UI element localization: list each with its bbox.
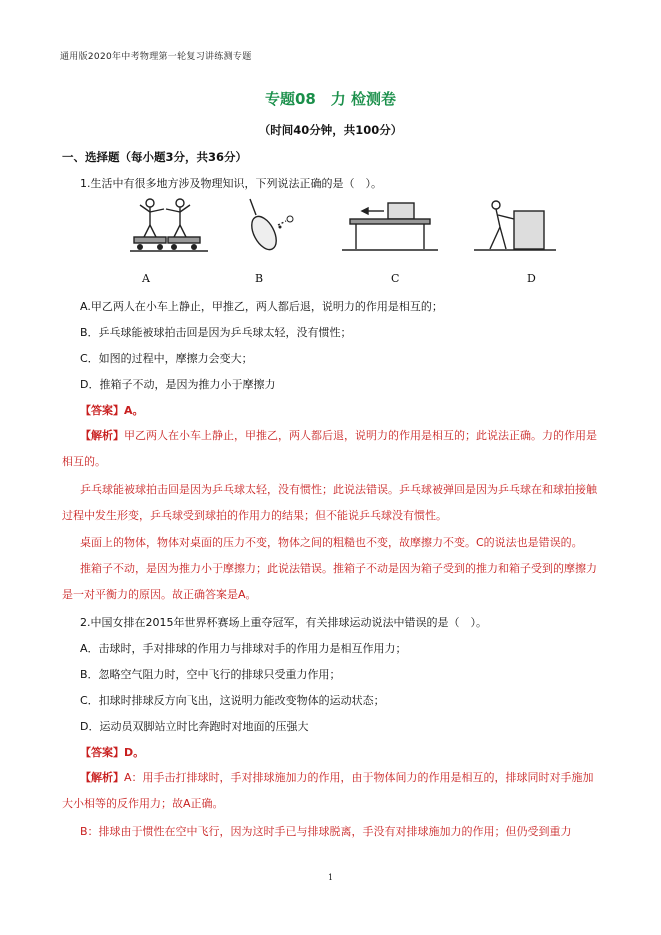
figure-label-d: D	[527, 272, 536, 285]
q2-analysis-text-1: A：用手击打排球时，手对排球施加力的作用，由于物体间力的作用是相互的，排球同时对手施加大小相等的反作用力；故A正确。	[62, 771, 594, 810]
q1-analysis-para-2: 乒乓球能被球拍击回是因为乒乓球太轻，没有惯性；此说法错误。乒乓球被弹回是因为乒乓球在和球拍接触过程中发生形变，乒乓球受到球拍的作用力的结果；但不能说乒乓球没有惯性。	[62, 483, 597, 522]
figure-label-a: A	[142, 272, 150, 285]
header-note: 通用版2020年中考物理第一轮复习讲练测专题	[60, 52, 252, 62]
q1-option-c: C．如图的过程中，摩擦力会变大；	[80, 352, 253, 365]
q2-analysis-label: 【解析】	[80, 771, 124, 784]
q2-analysis-para-2: B：排球由于惯性在空中飞行，因为这时手已与排球脱离，手没有对排球施加力的作用；但仍受到重力	[80, 825, 572, 838]
figure-b-table-tennis-paddle	[240, 195, 310, 257]
q2-answer: 【答案】D。	[80, 746, 145, 759]
figure-c-box-on-table	[340, 195, 440, 257]
q1-analysis-label: 【解析】	[80, 429, 124, 442]
figure-label-b: B	[255, 272, 264, 285]
page-number: 1	[327, 873, 334, 882]
q2-stem: 2.中国女排在2015年世界杯赛场上重夺冠军，有关排球运动说法中错误的是（ ）。	[80, 616, 487, 629]
q1-analysis-text-1: 甲乙两人在小车上静止，甲推乙，两人都后退，说明力的作用是相互的；此说法正确。力的作用是相互的。	[62, 429, 597, 468]
figure-a-people-on-carts	[130, 195, 210, 257]
q1-option-b: B．乒乓球能被球拍击回是因为乒乓球太轻，没有惯性；	[80, 326, 352, 339]
section-heading: 一、选择题（每小题3分，共36分）	[62, 150, 248, 164]
page-subtitle: （时间40分钟，共100分）	[258, 123, 403, 137]
figure-d-person-pushing-box	[470, 195, 560, 257]
q1-stem: 1.生活中有很多地方涉及物理知识，下列说法正确的是（ ）。	[80, 177, 382, 190]
q2-option-d: D．运动员双脚站立时比奔跑时对地面的压强大	[80, 720, 309, 733]
q1-option-d: D．推箱子不动，是因为推力小于摩擦力	[80, 378, 276, 391]
figure-label-c: C	[391, 272, 400, 285]
q1-figures	[110, 195, 580, 265]
q2-analysis-para-1	[62, 765, 602, 817]
q1-analysis-para-1	[62, 423, 602, 475]
page-title: 专题08 力 检测卷	[264, 90, 397, 108]
q2-option-c: C．扣球时排球反方向飞出，这说明力能改变物体的运动状态；	[80, 694, 385, 707]
q2-option-a: A．击球时，手对排球的作用力与排球对手的作用力是相互作用力；	[80, 642, 407, 655]
q1-option-a: A.甲乙两人在小车上静止，甲推乙，两人都后退，说明力的作用是相互的；	[80, 300, 443, 313]
q2-option-b: B．忽略空气阻力时，空中飞行的排球只受重力作用；	[80, 668, 341, 681]
q1-analysis-para-3: 桌面上的物体，物体对桌面的压力不变，物体之间的粗糙也不变，故摩擦力不变。C的说法也是错误的。	[80, 536, 583, 549]
q1-answer: 【答案】A。	[80, 404, 144, 417]
q1-analysis-para-4: 推箱子不动，是因为推力小于摩擦力；此说法错误。推箱子不动是因为箱子受到的推力和箱子受到的摩擦力是一对平衡力的原因。故正确答案是A。	[62, 562, 597, 601]
